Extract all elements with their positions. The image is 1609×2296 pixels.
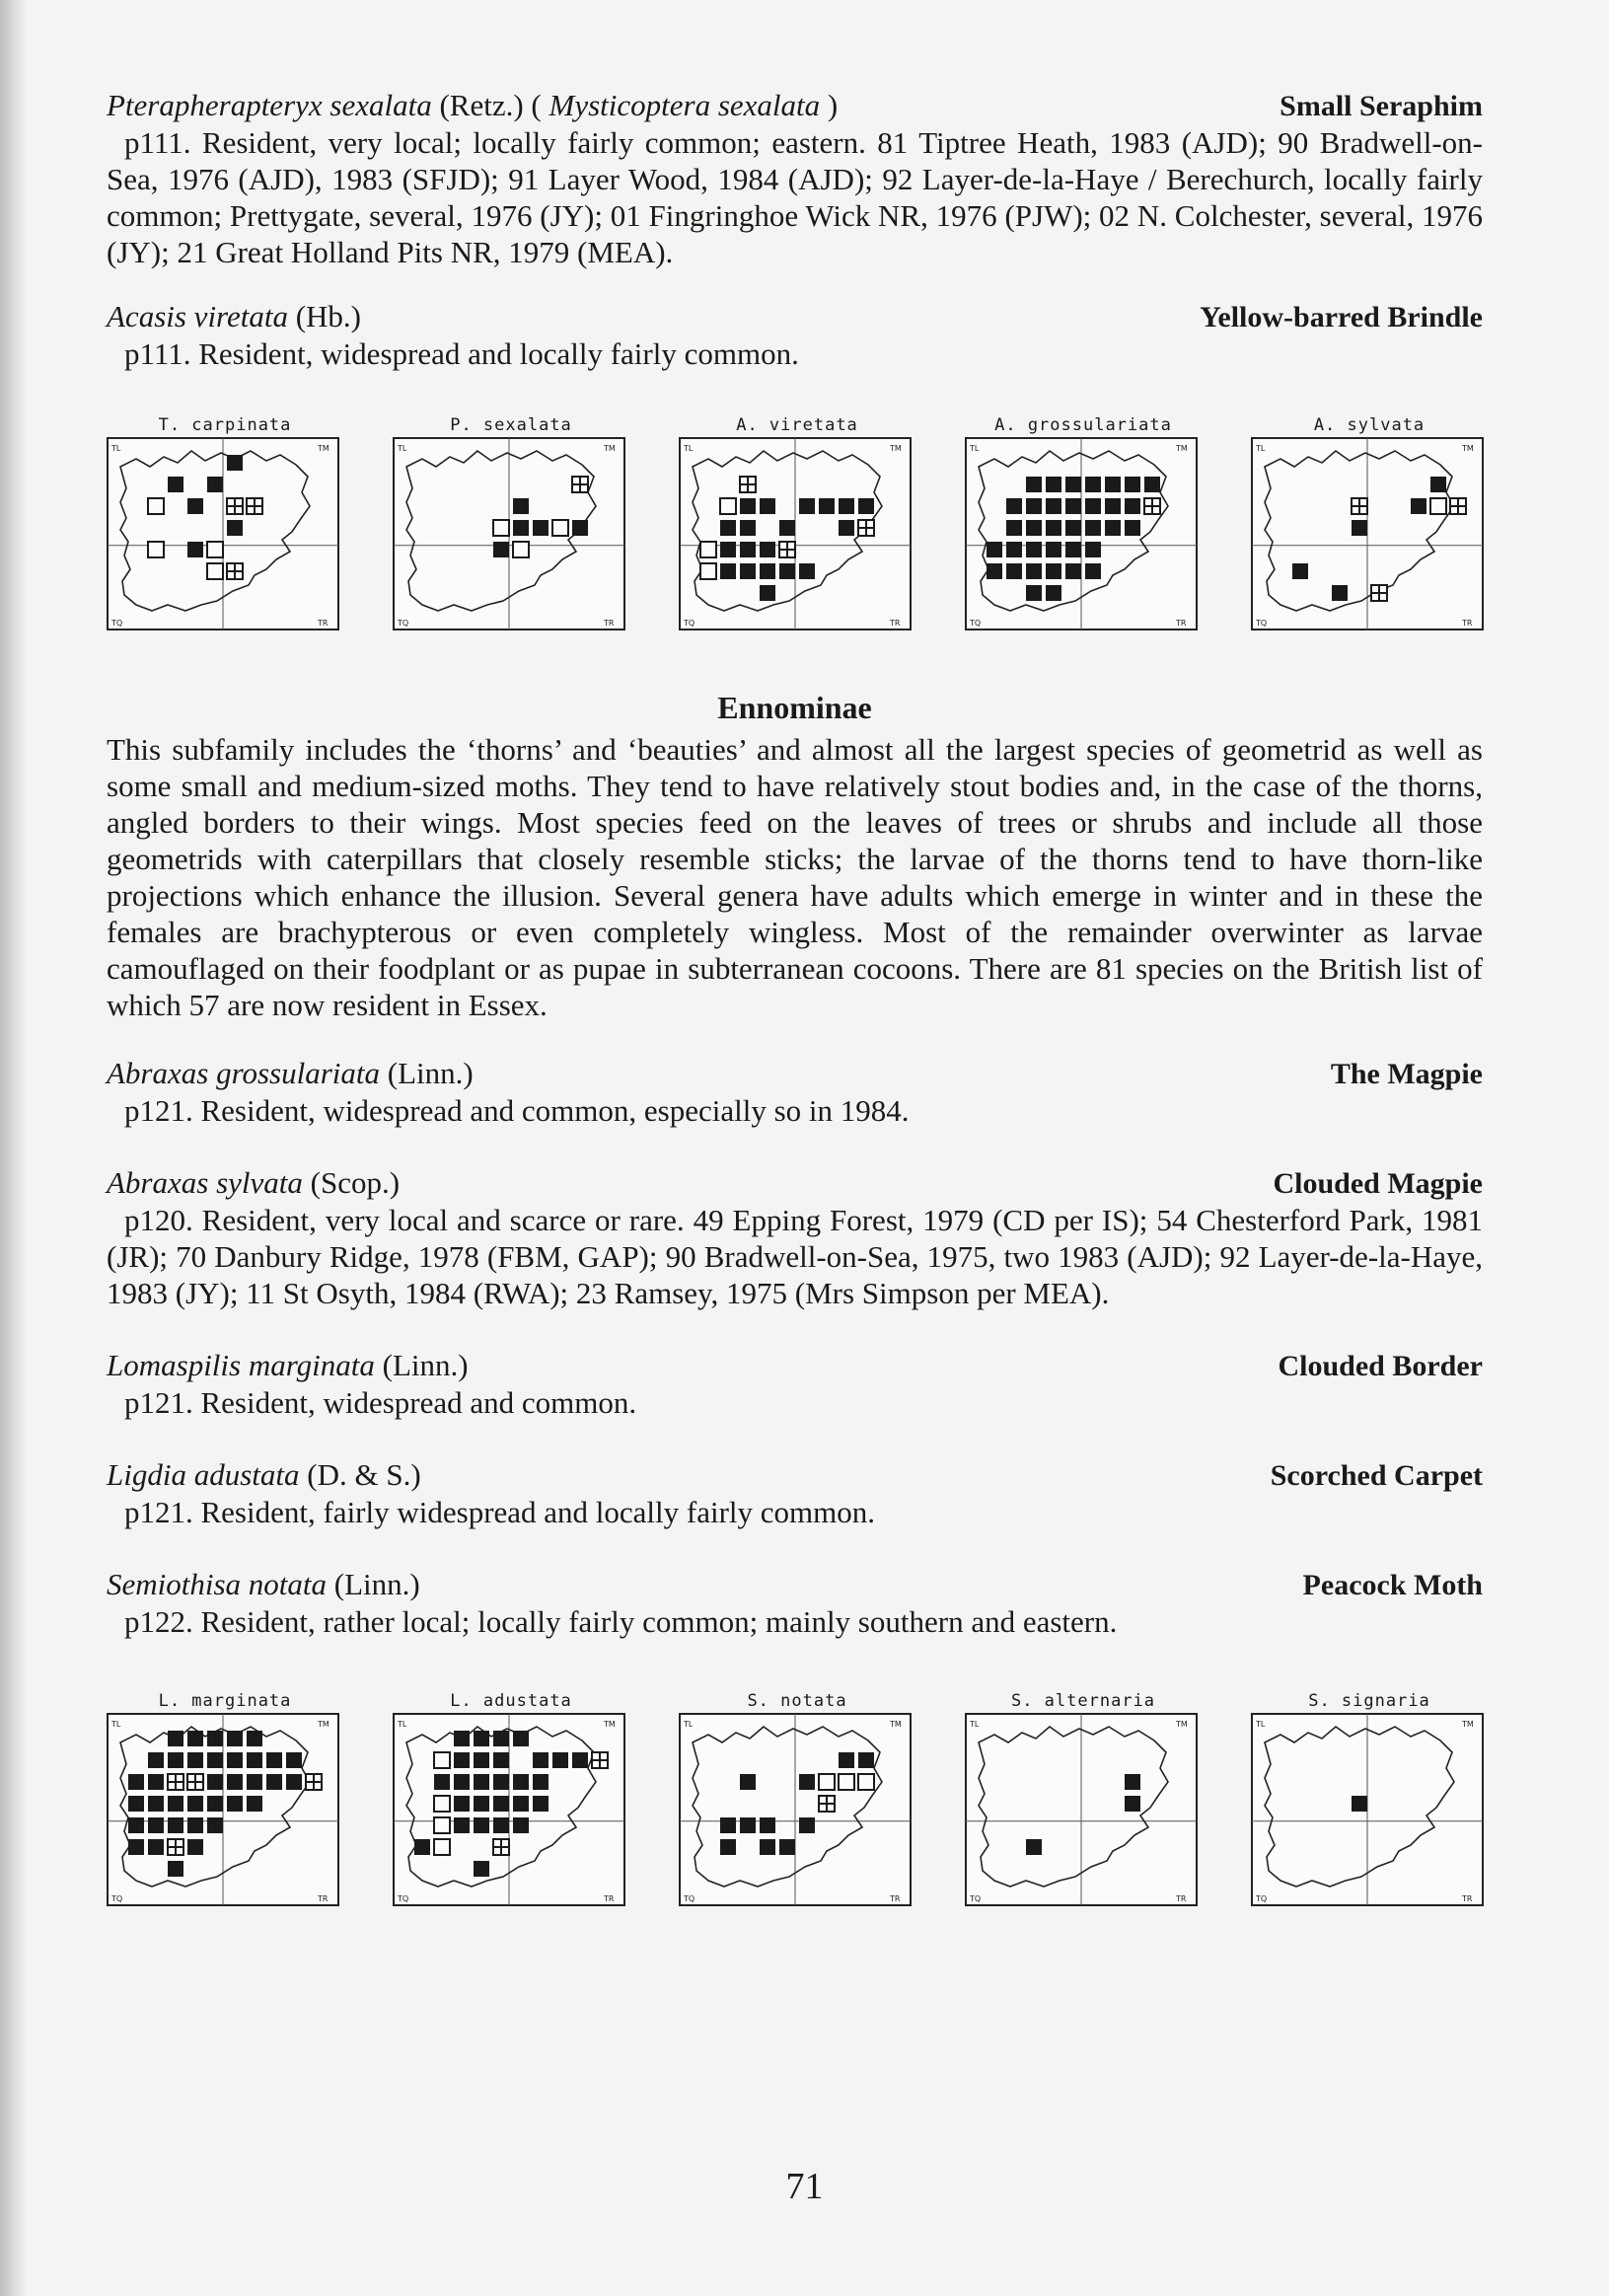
- record-square-filled: [227, 1774, 243, 1790]
- record-square-filled: [414, 1839, 430, 1855]
- record-square-filled: [513, 1796, 529, 1812]
- page-number: 71: [785, 2166, 824, 2207]
- species-entry: [107, 1164, 1483, 1311]
- grid-ref-label: TL: [970, 444, 980, 453]
- record-square-filled: [533, 1752, 549, 1768]
- record-square-filled: [128, 1839, 144, 1855]
- species-name: Semiothisa notata (Linn.): [107, 1567, 420, 1601]
- book-spine-shadow: [0, 0, 28, 2296]
- distribution-map: [393, 413, 629, 640]
- record-square-filled: [1046, 542, 1061, 557]
- record-square-filled: [533, 520, 549, 536]
- record-square-open: [819, 1774, 835, 1790]
- record-square-filled: [1046, 498, 1061, 514]
- species-entry: [107, 1055, 1483, 1129]
- entry-text: p121. Resident, widespread and common.: [124, 1385, 637, 1420]
- grid-ref-label: TR: [1176, 1894, 1187, 1903]
- record-square-filled: [740, 498, 756, 514]
- record-square-filled: [454, 1817, 470, 1833]
- species-name: Pterapherapteryx sexalata (Retz.) ( Mysticoptera sexalata ): [107, 88, 839, 122]
- entry-text: p121. Resident, fairly widespread and locally fairly common.: [124, 1495, 876, 1529]
- map-label: L. marginata: [158, 1691, 292, 1711]
- entry-heading: [107, 298, 1483, 335]
- distribution-map: [965, 413, 1202, 640]
- record-square-filled: [227, 520, 243, 536]
- record-square-filled: [148, 1752, 164, 1768]
- map-label: L. adustata: [450, 1691, 572, 1711]
- record-square-filled: [1065, 520, 1081, 536]
- entry-text: p121. Resident, widespread and common, especially so in 1984.: [124, 1093, 910, 1128]
- record-square-filled: [740, 1817, 756, 1833]
- record-square-filled: [720, 1817, 736, 1833]
- species-name: Abraxas grossulariata (Linn.): [107, 1056, 474, 1090]
- grid-ref-label: TL: [398, 444, 407, 453]
- species-entry: [107, 1347, 1483, 1421]
- distribution-map: [393, 1689, 629, 1916]
- record-square-filled: [168, 1752, 183, 1768]
- record-square-open: [1430, 498, 1446, 514]
- record-square-filled: [1125, 498, 1140, 514]
- distribution-map: [679, 413, 915, 640]
- record-square-filled: [128, 1774, 144, 1790]
- record-square-filled: [760, 1839, 775, 1855]
- record-square-filled: [148, 1796, 164, 1812]
- record-square-filled: [799, 498, 815, 514]
- record-square-filled: [247, 1731, 262, 1746]
- map-label: A. sylvata: [1313, 415, 1426, 435]
- record-square-filled: [227, 1796, 243, 1812]
- grid-ref-label: TL: [111, 444, 121, 453]
- species-entry: [107, 298, 1483, 372]
- common-name: Yellow-barred Brindle: [1200, 301, 1483, 333]
- record-square-filled: [227, 1752, 243, 1768]
- record-square-filled: [1125, 520, 1140, 536]
- record-square-filled: [572, 520, 588, 536]
- record-square-filled: [779, 520, 795, 536]
- entry-text: p111. Resident, widespread and locally fairly common.: [124, 336, 799, 371]
- record-square-filled: [839, 520, 854, 536]
- grid-ref-label: TQ: [111, 1894, 123, 1903]
- record-square-filled: [187, 1796, 203, 1812]
- record-square-filled: [1125, 1774, 1140, 1790]
- map-figure: [679, 1713, 912, 1906]
- record-square-filled: [1125, 477, 1140, 492]
- record-square-filled: [740, 563, 756, 579]
- record-square-filled: [493, 1774, 509, 1790]
- grid-ref-label: TM: [1176, 1720, 1188, 1729]
- common-name: Scorched Carpet: [1270, 1459, 1483, 1492]
- record-square-open: [148, 498, 164, 514]
- grid-ref-label: TM: [890, 1720, 902, 1729]
- record-square-filled: [1065, 542, 1081, 557]
- record-square-filled: [227, 1731, 243, 1746]
- record-square-filled: [740, 542, 756, 557]
- record-square-filled: [720, 520, 736, 536]
- record-square-filled: [1085, 477, 1101, 492]
- record-square-filled: [1105, 498, 1121, 514]
- record-square-filled: [1085, 542, 1101, 557]
- record-square-filled: [1046, 477, 1061, 492]
- species-name: Ligdia adustata (D. & S.): [107, 1457, 421, 1492]
- record-square-filled: [1006, 498, 1022, 514]
- map-label: A. grossulariata: [994, 415, 1172, 435]
- grid-ref-label: TR: [1462, 619, 1473, 628]
- grid-ref-label: TM: [318, 444, 329, 453]
- map-figure: [965, 437, 1198, 630]
- grid-ref-label: TQ: [398, 619, 409, 628]
- distribution-maps-row: [107, 1689, 1488, 1916]
- grid-ref-label: TR: [604, 1894, 615, 1903]
- record-square-filled: [454, 1752, 470, 1768]
- record-square-filled: [266, 1752, 282, 1768]
- record-square-filled: [1065, 477, 1081, 492]
- record-square-open: [207, 563, 223, 579]
- record-square-filled: [513, 1774, 529, 1790]
- grid-ref-label: TR: [1176, 619, 1187, 628]
- record-square-filled: [720, 563, 736, 579]
- record-square-filled: [434, 1774, 450, 1790]
- record-square-filled: [1430, 477, 1446, 492]
- grid-ref-label: TM: [1176, 444, 1188, 453]
- record-square-filled: [1352, 520, 1367, 536]
- grid-ref-label: TR: [890, 619, 901, 628]
- record-square-filled: [1125, 1796, 1140, 1812]
- record-square-open: [700, 542, 716, 557]
- record-square-filled: [493, 1796, 509, 1812]
- distribution-map: [965, 1689, 1202, 1916]
- map-label: S. alternaria: [1010, 1691, 1156, 1711]
- record-square-filled: [1411, 498, 1426, 514]
- distribution-maps-row: [107, 413, 1488, 640]
- record-square-filled: [760, 1817, 775, 1833]
- entry-text: p120. Resident, very local and scarce or rare. 49 Epping Forest, 1979 (CD per IS); 54 Chesterford Park, 1981 (JR); 70 Danbury Ridge, 1978 (FBM, GAP); 90 Bradwell-on-Sea, 1975, two 1983 (AJD); 92 Layer-de-la-Haye, 1983 (JY); 11 St Osyth, 1984 (RWA); 23 Ramsey, 1975 (Mrs Simpson per MEA).: [107, 1203, 1483, 1310]
- record-square-filled: [513, 520, 529, 536]
- record-square-filled: [168, 1861, 183, 1877]
- grid-ref-label: TQ: [1256, 1894, 1268, 1903]
- species-name: Lomaspilis marginata (Linn.): [107, 1348, 469, 1382]
- record-square-filled: [799, 1817, 815, 1833]
- grid-ref-label: TL: [970, 1720, 980, 1729]
- grid-ref-label: TR: [318, 1894, 329, 1903]
- species-name: Acasis viretata (Hb.): [107, 299, 362, 333]
- grid-ref-label: TQ: [398, 1894, 409, 1903]
- entry-text: p111. Resident, very local; locally fairly common; eastern. 81 Tiptree Heath, 1983 (AJD); 90 Bradwell-on-Sea, 1976 (AJD), 1983 (SFJD); 91 Layer Wood, 1984 (AJD); 92 Layer-de-la-Haye / Berechurch, locally fairly common; Prettygate, several, 1976 (JY); 01 Fingringhoe Wick NR, 1976 (PJW); 02 N. Colchester, several, 1976 (JY); 21 Great Holland Pits NR, 1979 (MEA).: [107, 125, 1483, 269]
- record-square-filled: [1006, 520, 1022, 536]
- record-square-filled: [799, 563, 815, 579]
- record-square-filled: [474, 1752, 489, 1768]
- map-label: S. signaria: [1308, 1691, 1430, 1711]
- grid-ref-label: TL: [111, 1720, 121, 1729]
- entry-heading: [107, 1566, 1483, 1603]
- species-entry: [107, 1566, 1483, 1640]
- record-square-filled: [720, 542, 736, 557]
- record-square-open: [148, 542, 164, 557]
- map-label: T. carpinata: [158, 415, 292, 435]
- record-square-open: [434, 1817, 450, 1833]
- record-square-filled: [207, 1796, 223, 1812]
- record-square-filled: [740, 1774, 756, 1790]
- record-square-filled: [474, 1731, 489, 1746]
- record-square-filled: [1026, 498, 1042, 514]
- entry-heading: [107, 87, 1483, 124]
- record-square-filled: [286, 1752, 302, 1768]
- record-square-filled: [168, 1817, 183, 1833]
- grid-ref-label: TL: [1256, 1720, 1266, 1729]
- species-name: Abraxas sylvata (Scop.): [107, 1165, 401, 1200]
- record-square-filled: [1046, 585, 1061, 601]
- map-figure: [107, 1713, 339, 1906]
- record-square-open: [513, 542, 529, 557]
- record-square-filled: [247, 1752, 262, 1768]
- record-square-filled: [474, 1774, 489, 1790]
- grid-ref-label: TQ: [111, 619, 123, 628]
- record-square-filled: [168, 1796, 183, 1812]
- record-square-filled: [493, 1731, 509, 1746]
- record-square-filled: [227, 455, 243, 471]
- record-square-filled: [552, 1752, 568, 1768]
- record-square-filled: [454, 1774, 470, 1790]
- distribution-map: [1251, 1689, 1488, 1916]
- grid-ref-label: TM: [318, 1720, 329, 1729]
- record-square-filled: [779, 563, 795, 579]
- map-figure: [393, 1713, 625, 1906]
- record-square-filled: [1085, 520, 1101, 536]
- record-square-filled: [819, 498, 835, 514]
- record-square-filled: [207, 1817, 223, 1833]
- record-square-filled: [513, 498, 529, 514]
- record-square-filled: [779, 1839, 795, 1855]
- record-square-filled: [987, 542, 1002, 557]
- section-title: Ennominae: [717, 690, 872, 725]
- grid-ref-label: TR: [604, 619, 615, 628]
- record-square-filled: [533, 1796, 549, 1812]
- record-square-filled: [128, 1817, 144, 1833]
- record-square-filled: [474, 1817, 489, 1833]
- record-square-open: [207, 542, 223, 557]
- record-square-filled: [1046, 563, 1061, 579]
- record-square-filled: [720, 1839, 736, 1855]
- record-square-filled: [474, 1861, 489, 1877]
- common-name: Peacock Moth: [1302, 1569, 1483, 1601]
- record-square-filled: [266, 1774, 282, 1790]
- record-square-filled: [286, 1774, 302, 1790]
- record-square-filled: [839, 1752, 854, 1768]
- record-square-filled: [1085, 563, 1101, 579]
- species-entry: [107, 1456, 1483, 1530]
- grid-ref-label: TQ: [1256, 619, 1268, 628]
- record-square-open: [434, 1839, 450, 1855]
- record-square-filled: [187, 542, 203, 557]
- grid-ref-label: TM: [890, 444, 902, 453]
- record-square-filled: [513, 1731, 529, 1746]
- record-square-filled: [760, 563, 775, 579]
- record-square-filled: [1144, 477, 1160, 492]
- map-figure: [1251, 437, 1484, 630]
- grid-ref-label: TL: [398, 1720, 407, 1729]
- map-figure: [679, 437, 912, 630]
- distribution-map: [679, 1689, 915, 1916]
- record-square-open: [493, 520, 509, 536]
- record-square-filled: [168, 1731, 183, 1746]
- record-square-filled: [1065, 563, 1081, 579]
- record-square-filled: [1026, 563, 1042, 579]
- record-square-open: [858, 1774, 874, 1790]
- map-label: S. notata: [747, 1691, 847, 1711]
- record-square-filled: [187, 498, 203, 514]
- grid-ref-label: TQ: [970, 619, 982, 628]
- record-square-filled: [207, 477, 223, 492]
- record-square-filled: [1026, 520, 1042, 536]
- grid-ref-label: TQ: [684, 1894, 695, 1903]
- record-square-filled: [760, 542, 775, 557]
- entry-heading: [107, 1055, 1483, 1092]
- record-square-filled: [533, 1774, 549, 1790]
- common-name: Clouded Border: [1278, 1350, 1483, 1382]
- map-figure: [393, 437, 625, 630]
- map-figure: [1251, 1713, 1484, 1906]
- section-intro: This subfamily includes the ‘thorns’ and ‘beauties’ and almost all the largest species of geometrid as well as some small and medium-sized moths. They tend to have relatively stout bodies and, in the case of the thorns, angled borders to their wings. Most species feed on the leaves of trees or shrubs and include all those geometrids with caterpillars that closely resemble sticks; the larvae of the thorns tend to have thorn-like projections which enhance the illusion. Several genera have adults which emerge in winter and in these the females are brachypterous or even completely wingless. Most of the remainder overwinter as larvae camouflaged on their foodplant or as pupae in subterranean cocoons. There are 81 species on the British list of which 57 are now resident in Essex.: [107, 732, 1483, 1022]
- grid-ref-label: TR: [890, 1894, 901, 1903]
- record-square-filled: [493, 1752, 509, 1768]
- grid-ref-label: TL: [684, 1720, 694, 1729]
- common-name: Clouded Magpie: [1273, 1167, 1483, 1200]
- record-square-filled: [1026, 1839, 1042, 1855]
- record-square-filled: [1085, 498, 1101, 514]
- grid-ref-label: TM: [604, 1720, 616, 1729]
- record-square-filled: [1352, 1796, 1367, 1812]
- grid-ref-label: TM: [1462, 1720, 1474, 1729]
- map-label: A. viretata: [736, 415, 858, 435]
- record-square-filled: [128, 1796, 144, 1812]
- record-square-open: [552, 520, 568, 536]
- record-square-open: [434, 1752, 450, 1768]
- grid-ref-label: TQ: [970, 1894, 982, 1903]
- record-square-filled: [187, 1839, 203, 1855]
- record-square-filled: [454, 1731, 470, 1746]
- record-square-filled: [740, 520, 756, 536]
- record-square-filled: [148, 1817, 164, 1833]
- entry-heading: [107, 1347, 1483, 1384]
- entry-heading: [107, 1164, 1483, 1202]
- record-square-filled: [207, 1752, 223, 1768]
- record-square-filled: [493, 1817, 509, 1833]
- record-square-filled: [760, 585, 775, 601]
- distribution-map: [107, 413, 343, 640]
- record-square-filled: [1006, 542, 1022, 557]
- record-square-filled: [1105, 520, 1121, 536]
- record-square-filled: [1006, 563, 1022, 579]
- record-square-open: [700, 563, 716, 579]
- grid-ref-label: TR: [318, 619, 329, 628]
- common-name: Small Seraphim: [1280, 90, 1483, 122]
- record-square-filled: [987, 563, 1002, 579]
- record-square-filled: [187, 1752, 203, 1768]
- record-square-filled: [1292, 563, 1308, 579]
- record-square-filled: [858, 498, 874, 514]
- grid-ref-label: TM: [604, 444, 616, 453]
- record-square-filled: [493, 542, 509, 557]
- record-square-filled: [187, 1731, 203, 1746]
- grid-ref-label: TM: [1462, 444, 1474, 453]
- grid-ref-label: TL: [1256, 444, 1266, 453]
- species-list: [107, 1055, 1483, 1640]
- record-square-filled: [1026, 585, 1042, 601]
- record-square-filled: [168, 477, 183, 492]
- page-content: [107, 87, 1483, 1916]
- record-square-filled: [572, 1752, 588, 1768]
- record-square-filled: [513, 1817, 529, 1833]
- record-square-open: [839, 1774, 854, 1790]
- record-square-filled: [207, 1774, 223, 1790]
- common-name: The Magpie: [1330, 1058, 1483, 1090]
- record-square-filled: [1046, 520, 1061, 536]
- record-square-open: [720, 498, 736, 514]
- record-square-filled: [474, 1796, 489, 1812]
- record-square-filled: [148, 1774, 164, 1790]
- record-square-filled: [1065, 498, 1081, 514]
- record-square-filled: [858, 1752, 874, 1768]
- record-square-filled: [247, 1774, 262, 1790]
- distribution-map: [107, 1689, 343, 1916]
- record-square-filled: [1105, 477, 1121, 492]
- record-square-filled: [454, 1796, 470, 1812]
- record-square-filled: [1332, 585, 1348, 601]
- grid-ref-label: TR: [1462, 1894, 1473, 1903]
- record-square-filled: [187, 1817, 203, 1833]
- record-square-filled: [1026, 542, 1042, 557]
- record-square-filled: [760, 498, 775, 514]
- record-square-filled: [207, 1731, 223, 1746]
- distribution-map: [1251, 413, 1488, 640]
- grid-ref-label: TQ: [684, 619, 695, 628]
- record-square-filled: [148, 1839, 164, 1855]
- map-label: P. sexalata: [450, 415, 572, 435]
- record-square-filled: [1026, 477, 1042, 492]
- species-entry: [107, 87, 1483, 270]
- entry-heading: [107, 1456, 1483, 1494]
- entry-text: p122. Resident, rather local; locally fairly common; mainly southern and eastern.: [124, 1604, 1118, 1639]
- record-square-filled: [799, 1774, 815, 1790]
- grid-ref-label: TL: [684, 444, 694, 453]
- map-figure: [965, 1713, 1198, 1906]
- record-square-open: [434, 1796, 450, 1812]
- record-square-filled: [247, 1796, 262, 1812]
- record-square-filled: [839, 498, 854, 514]
- map-figure: [107, 437, 339, 630]
